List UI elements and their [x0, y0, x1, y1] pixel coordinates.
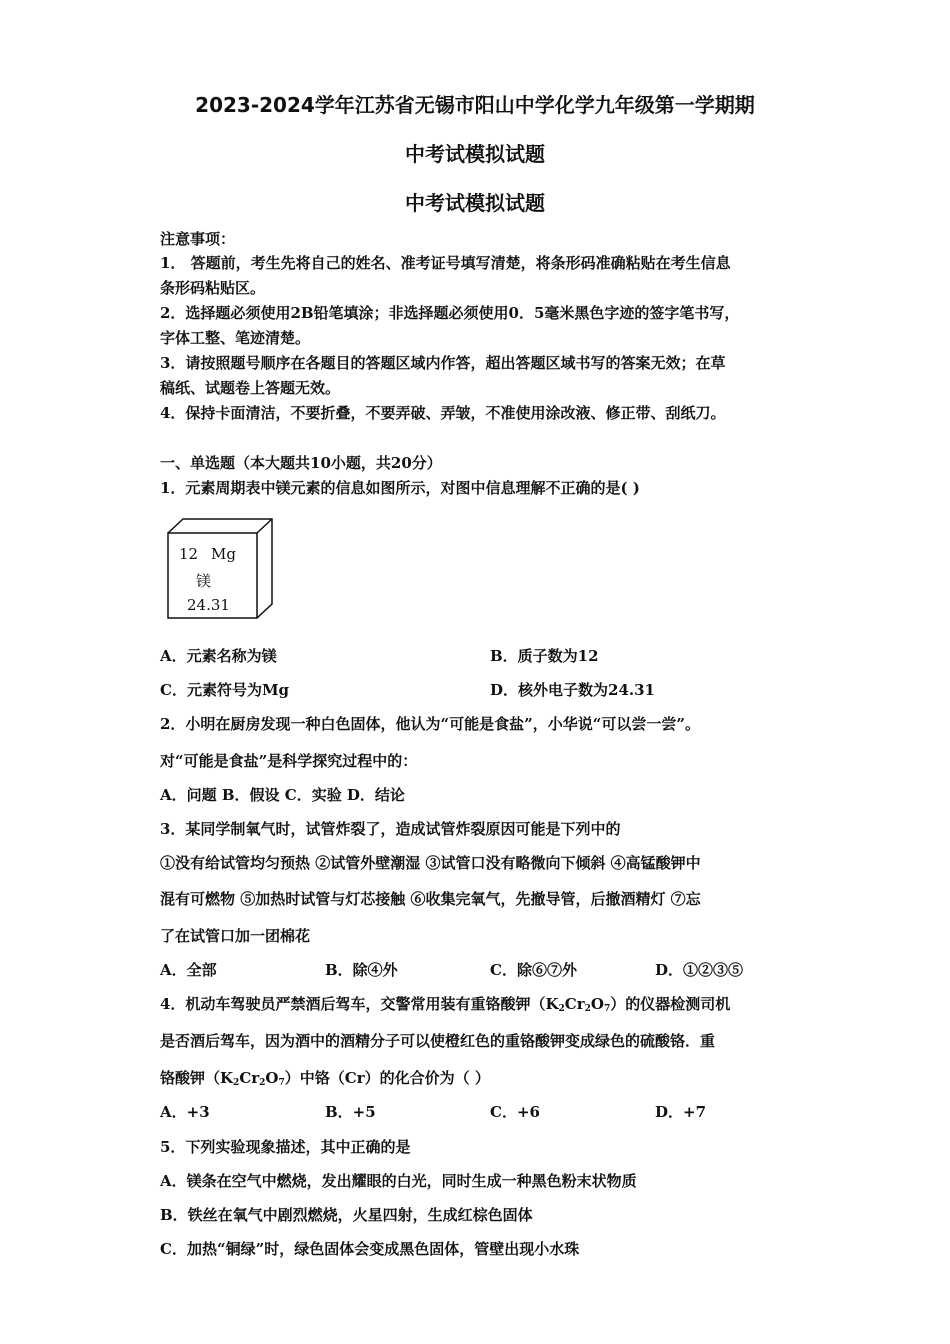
question-3-stem-cont: 混有可燃物 ⑤加热时试管与灯芯接触 ⑥收集完氧气，先撤导管，后撤酒精灯 ⑦忘 — [160, 890, 701, 908]
question-3-stem: 3．某同学制氧气时，试管炸裂了，造成试管炸裂原因可能是下列中的 — [160, 820, 621, 838]
question-2-stem-cont: 对“可能是食盐”是科学探究过程中的： — [160, 752, 418, 770]
q4-option-a: A．+3 — [160, 1103, 210, 1121]
notice-line: 4．保持卡面清洁，不要折叠，不要弄破、弄皱，不准使用涂改液、修正带、刮纸刀。 — [160, 404, 726, 422]
q3-option-b: B．除④外 — [325, 961, 398, 979]
q4-option-d: D．+7 — [655, 1103, 707, 1121]
exam-title-line-2: 中考试模拟试题 — [405, 142, 545, 166]
q5-option-b: B．铁丝在氧气中剧烈燃烧，火星四射，生成红棕色固体 — [160, 1206, 533, 1224]
question-4-stem: 4．机动车驾驶员严禁酒后驾车，交警常用装有重铬酸钾$(K_2Cr_2O_7)$的仪器检测司机 — [160, 995, 731, 1014]
element-atomic-number: 12 — [179, 545, 199, 563]
element-symbol: Mg — [211, 545, 236, 563]
question-4-stem-cont: 是否酒后驾车，因为酒中的酒精分子可以使橙红色的重铬酸钾变成绿色的硫酸铬．重 — [160, 1032, 716, 1050]
element-tile-figure — [167, 518, 275, 620]
q1-option-b: B．质子数为12 — [490, 647, 599, 665]
element-atomic-mass: 24.31 — [187, 596, 230, 614]
q2-options: A．问题 B．假设 C．实验 D．结论 — [160, 786, 405, 804]
q5-option-a: A．镁条在空气中燃烧，发出耀眼的白光，同时生成一种黑色粉末状物质 — [160, 1172, 637, 1190]
q3-option-c: C．除⑥⑦外 — [490, 961, 577, 979]
exam-title-line-3: 中考试模拟试题 — [405, 191, 545, 215]
question-2-stem: 2．小明在厨房发现一种白色固体，他认为“可能是食盐”，小华说“可以尝一尝”。 — [160, 715, 700, 733]
notice-line: 2．选择题必须使用2B铅笔填涂；非选择题必须使用0．5毫米黑色字迹的签字笔书写， — [160, 304, 740, 322]
notice-line: 条形码粘贴区。 — [160, 279, 266, 297]
question-4-stem-cont: 铬酸钾$(K_2Cr_2O_7)$中铬（Cr）的化合价为（ ） — [160, 1069, 490, 1088]
notice-line: 稿纸、试题卷上答题无效。 — [160, 379, 341, 397]
exam-title-line-1: 2023-2024学年江苏省无锡市阳山中学化学九年级第一学期期 — [195, 93, 755, 117]
q3-option-d: D．①②③⑤ — [655, 961, 744, 979]
q3-option-a: A．全部 — [160, 961, 217, 979]
q1-option-c: C．元素符号为Mg — [160, 681, 290, 699]
question-1-stem: 1．元素周期表中镁元素的信息如图所示，对图中信息理解不正确的是( ) — [160, 479, 640, 497]
section-heading: 一、单选题（本大题共10小题，共20分） — [160, 454, 442, 472]
q4-option-c: C．+6 — [490, 1103, 540, 1121]
question-3-stem-cont: 了在试管口加一团棉花 — [160, 927, 311, 945]
q1-option-a: A．元素名称为镁 — [160, 647, 277, 665]
notice-line: 3．请按照题号顺序在各题目的答题区域内作答，超出答题区域书写的答案无效；在草 — [160, 354, 726, 372]
notice-line: 1． 答题前，考生先将自己的姓名、准考证号填写清楚，将条形码准确粘贴在考生信息 — [160, 254, 731, 272]
question-5-stem: 5．下列实验现象描述，其中正确的是 — [160, 1138, 411, 1156]
element-name: 镁 — [196, 572, 212, 590]
question-3-stem-cont: ①没有给试管均匀预热 ②试管外壁潮湿 ③试管口没有略微向下倾斜 ④高锰酸钾中 — [160, 854, 701, 872]
notice-line: 字体工整、笔迹清楚。 — [160, 329, 311, 347]
q5-option-c: C．加热“铜绿”时，绿色固体会变成黑色固体，管壁出现小水珠 — [160, 1240, 580, 1258]
notice-heading: 注意事项： — [160, 230, 236, 248]
q1-option-d: D．核外电子数为24.31 — [490, 681, 655, 699]
q4-option-b: B．+5 — [325, 1103, 376, 1121]
